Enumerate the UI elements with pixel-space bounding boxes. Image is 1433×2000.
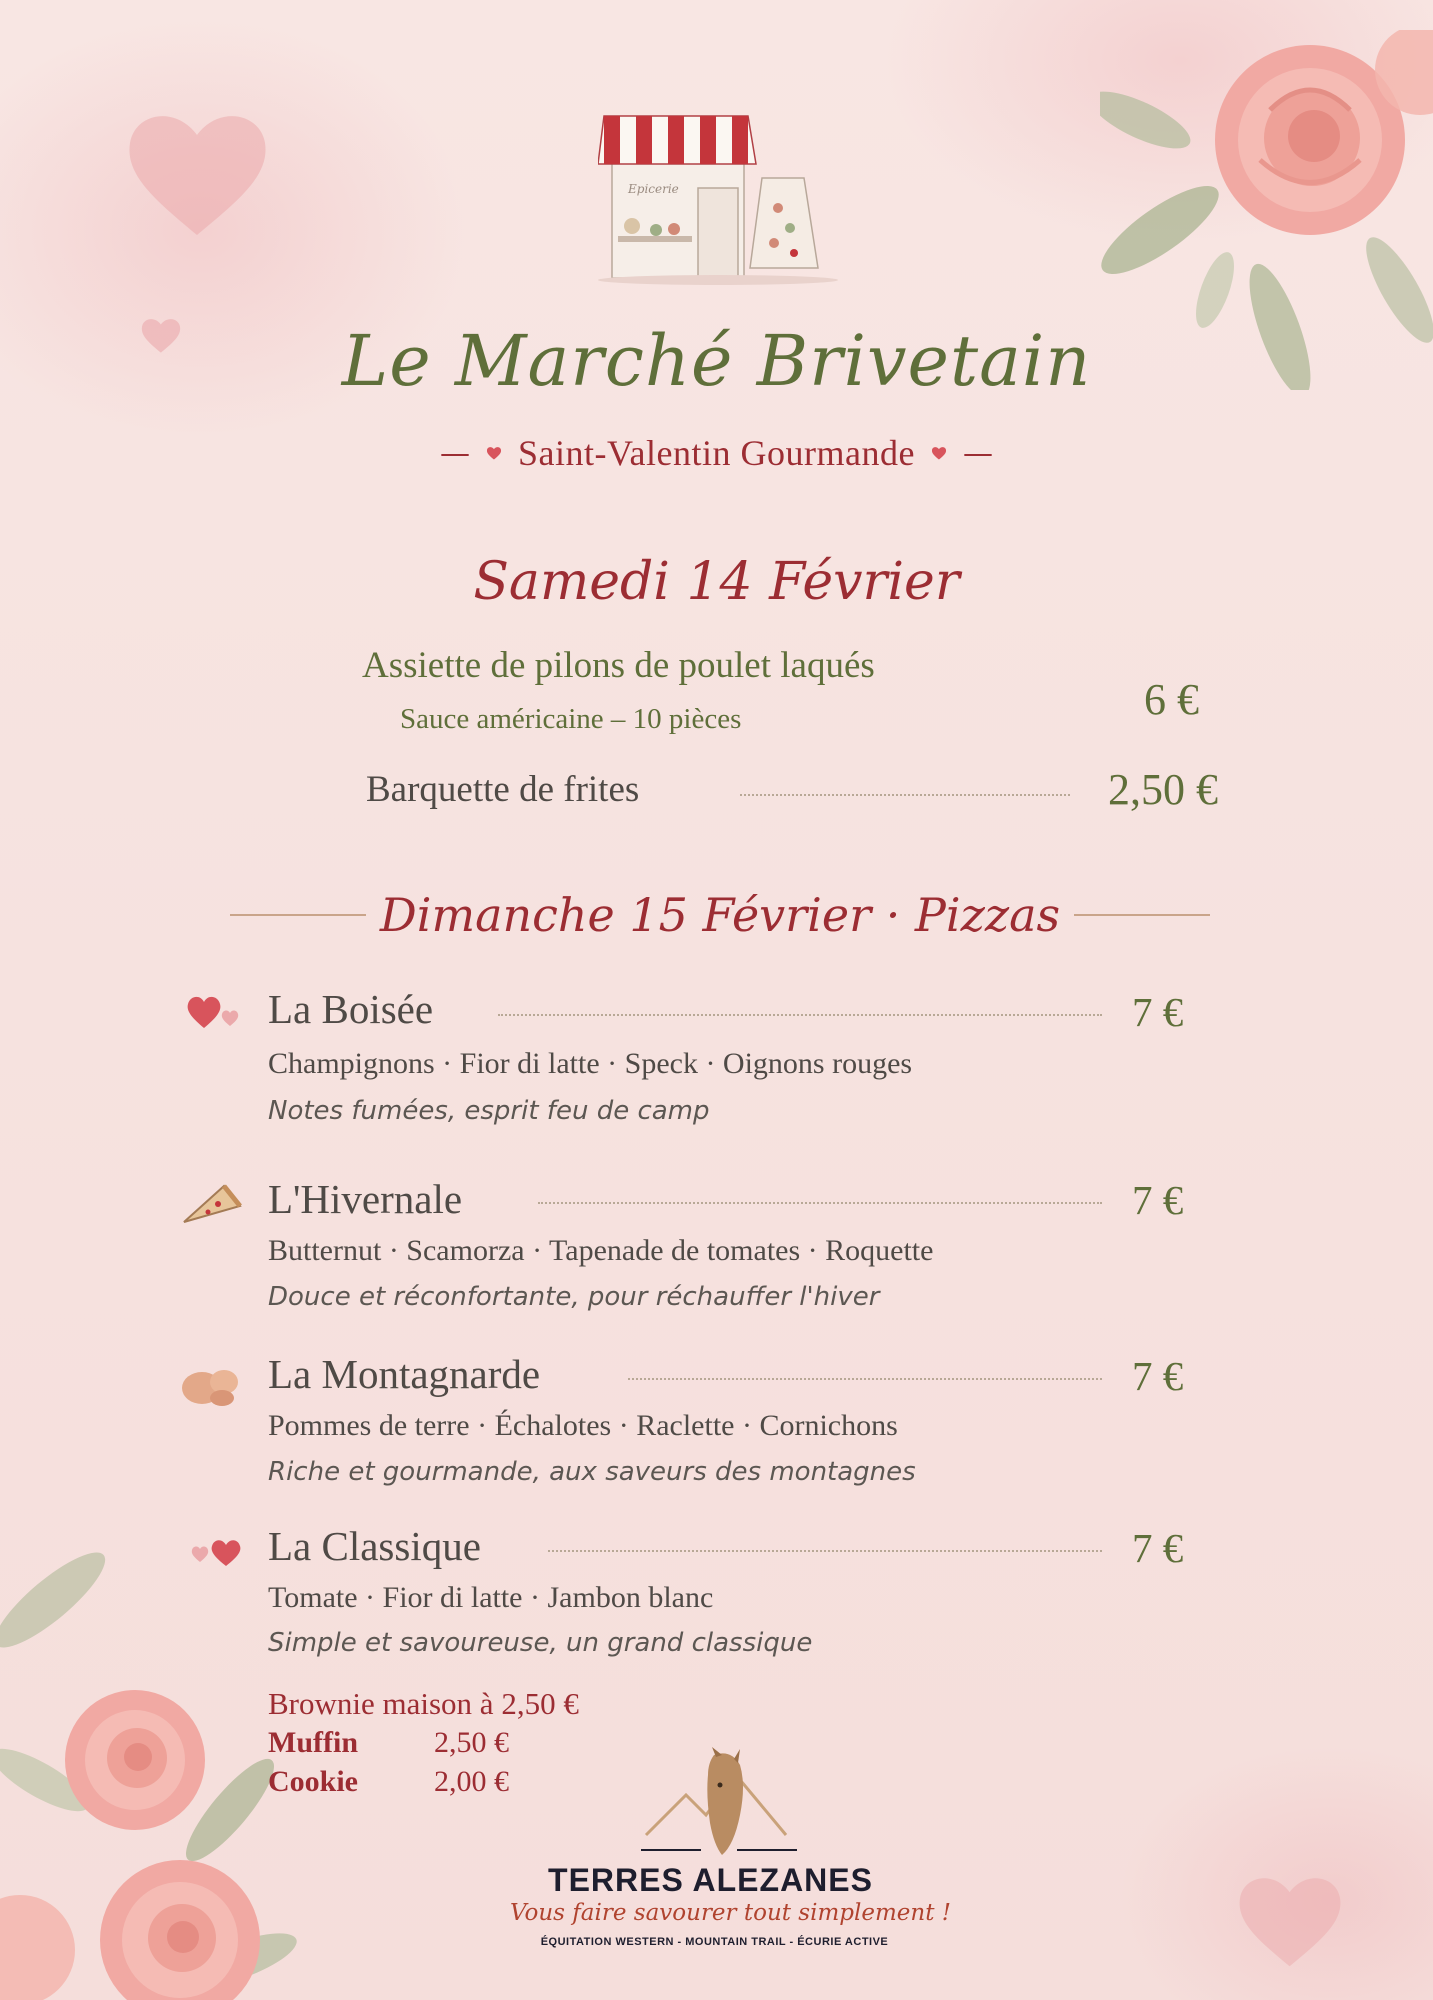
page-subtitle: Saint-Valentin Gourmande xyxy=(518,433,915,473)
muffin-price: 2,50 € xyxy=(434,1726,509,1759)
horse-logo-icon xyxy=(636,1745,802,1863)
menu-item-detail: Sauce américaine – 10 pièces xyxy=(400,703,742,735)
pizza-name: La Classique xyxy=(268,1523,481,1569)
svg-text:Epicerie: Epicerie xyxy=(628,182,679,196)
pizza-ingredients: Tomate · Fior di latte · Jambon blanc xyxy=(268,1581,714,1614)
pizza-name: La Boisée xyxy=(268,986,434,1032)
pizza-price: 7 € xyxy=(1132,989,1184,1035)
divider-dash: — xyxy=(962,435,993,471)
saturday-title: Samedi 14 Février xyxy=(473,552,960,612)
divider-line xyxy=(1074,914,1210,916)
hearts-icon xyxy=(186,994,246,1030)
dotted-leader xyxy=(628,1378,1102,1380)
hearts-icon xyxy=(188,1536,244,1568)
pizza-slice-icon xyxy=(180,1182,246,1228)
potatoes-icon xyxy=(178,1362,246,1410)
pizza-price: 7 € xyxy=(1132,1525,1184,1571)
pizza-ingredients: Butternut · Scamorza · Tapenade de tomates · Roquette xyxy=(268,1234,934,1267)
brand-name: TERRES ALEZANES xyxy=(548,1862,873,1898)
muffin-label: Muffin xyxy=(268,1726,358,1759)
menu-item-name: Assiette de pilons de poulet laqués xyxy=(362,645,875,686)
pizza-name: L'Hivernale xyxy=(268,1176,463,1222)
pizza-name: La Montagnarde xyxy=(268,1351,541,1397)
pizza-ingredients: Pommes de terre · Échalotes · Raclette · Cornichons xyxy=(268,1409,898,1442)
pizza-price: 7 € xyxy=(1132,1177,1184,1223)
pizza-description: Douce et réconfortante, pour réchauffer l'hiver xyxy=(268,1282,880,1312)
divider-line xyxy=(230,914,366,916)
page-title: Le Marché Brivetain xyxy=(341,320,1092,402)
dotted-leader xyxy=(740,794,1070,796)
roses-bottom-left-icon xyxy=(0,1520,300,2000)
dotted-leader xyxy=(538,1202,1102,1204)
menu-item-price: 6 € xyxy=(1144,675,1199,724)
subtitle-row xyxy=(0,432,1433,474)
dotted-leader xyxy=(548,1550,1102,1552)
grocery-shop-icon xyxy=(598,108,838,286)
menu-item-price: 2,50 € xyxy=(1108,765,1218,814)
sunday-header xyxy=(230,880,1210,950)
brand-slogan: Vous faire savourer tout simplement ! xyxy=(510,1900,951,1926)
pizza-ingredients: Champignons · Fior di latte · Speck · Oignons rouges xyxy=(268,1047,913,1080)
heart-icon xyxy=(931,446,947,460)
pizza-description: Notes fumées, esprit feu de camp xyxy=(268,1096,710,1126)
cookie-price: 2,00 € xyxy=(434,1765,509,1798)
pizza-description: Riche et gourmande, aux saveurs des montagnes xyxy=(268,1457,916,1487)
pizza-description: Simple et savoureuse, un grand classique xyxy=(268,1628,813,1658)
brownie-line: Brownie maison à 2,50 € xyxy=(268,1686,579,1721)
dotted-leader xyxy=(498,1014,1102,1016)
cookie-label: Cookie xyxy=(268,1765,358,1798)
menu-item-name: Barquette de frites xyxy=(366,769,640,810)
divider-dash: — xyxy=(440,435,471,471)
heart-icon xyxy=(486,446,502,460)
heart-watercolor-icon xyxy=(125,105,270,240)
sunday-title: Dimanche 15 Février · Pizzas xyxy=(379,888,1061,942)
brand-tagline: ÉQUITATION WESTERN - MOUNTAIN TRAIL - ÉCURIE ACTIVE xyxy=(540,1936,889,1948)
pizza-price: 7 € xyxy=(1132,1353,1184,1399)
